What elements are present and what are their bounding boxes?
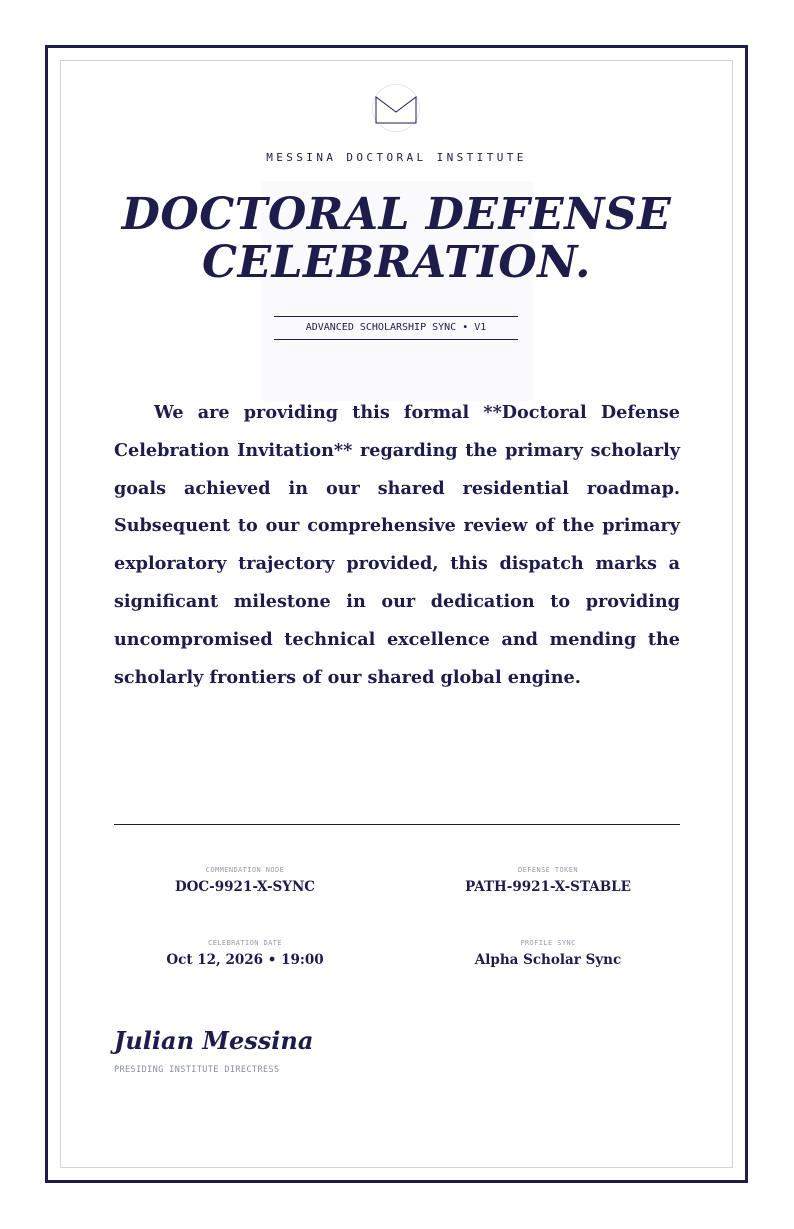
detail-celebration-date <box>115 938 375 969</box>
detail-value: Oct 12, 2026 • 19:00 <box>166 952 324 968</box>
detail-label: PROFILE SYNC <box>520 939 576 947</box>
detail-label: DEFENSE TOKEN <box>518 866 578 874</box>
detail-commendation-node <box>115 865 375 896</box>
title-line-1: DOCTORAL DEFENSE <box>121 189 672 240</box>
invitation-card <box>45 45 748 1183</box>
signature-name: Julian Messina <box>114 1026 314 1055</box>
detail-value: PATH-9921-X-STABLE <box>465 879 631 895</box>
detail-defense-token <box>418 865 678 896</box>
section-divider <box>114 824 680 825</box>
detail-label: COMMENDATION NODE <box>205 866 285 874</box>
page-title <box>61 191 732 287</box>
institute-name: MESSINA DOCTORAL INSTITUTE <box>266 151 527 164</box>
version-subtitle: ADVANCED SCHOLARSHIP SYNC • V1 <box>274 316 518 340</box>
invitation-body: We are providing this formal **Doctoral Defense Celebration Invitation** regarding the primary scholarly goals achieved in our shared residential roadmap. Subsequent to our comprehensive review of the primary exploratory trajectory provided, this dispatch marks a significant milestone in our dedication to providing uncompromised technical excellence and mending the scholarly frontiers of our shared global engine. <box>114 402 680 688</box>
inner-border <box>60 60 733 1168</box>
detail-label: CELEBRATION DATE <box>208 939 282 947</box>
detail-value: Alpha Scholar Sync <box>474 952 622 968</box>
envelope-icon <box>372 84 420 132</box>
title-line-2: CELEBRATION. <box>202 237 591 288</box>
signer-title: PRESIDING INSTITUTE DIRECTRESS <box>114 1065 280 1075</box>
detail-value: DOC-9921-X-SYNC <box>174 879 316 895</box>
detail-profile-sync <box>418 938 678 969</box>
